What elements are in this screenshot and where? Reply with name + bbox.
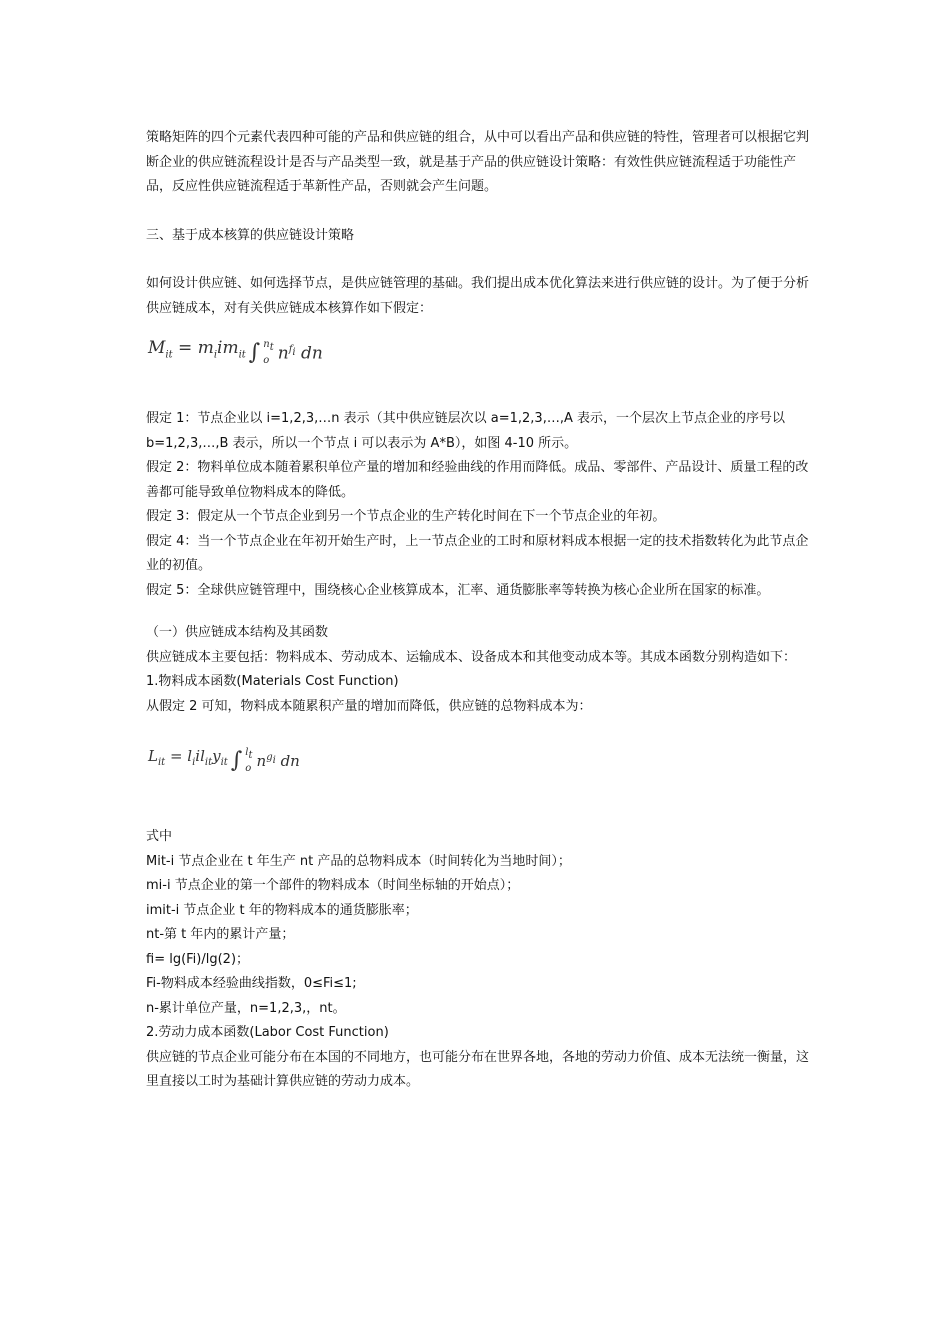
formula-labor-cost-image: $L_{it} = l_iil_{it}y_{it}$ ∫ $l_t$ o $n^{g_i}$ dn (148, 746, 300, 774)
assumption-2: 假定 2：物料单位成本随着累积单位产量的增加和经验曲线的作用而降低。成品、零部件、产品设计、质量工程的改善都可能导致单位物料成本的降低。 (146, 460, 809, 500)
assumption-4: 假定 4：当一个节点企业在年初开始生产时，上一节点企业的工时和原材料成本根据一定的技术指数转化为此节点企业的初值。 (146, 533, 809, 573)
definition-nt: nt-第 t 年内的累计产量； (146, 927, 295, 942)
subsection-heading-1: （一）供应链成本结构及其函数 (146, 625, 329, 640)
where-label: 式中 (146, 829, 173, 844)
definition-Fi: Fi-物料成本经验曲线指数，0≤Fi≤1; (146, 976, 357, 991)
paragraph-strategy-matrix: 策略矩阵的四个元素代表四种可能的产品和供应链的组合，从中可以看出产品和供应链的特性，管理者可以根据它判断企业的供应链流程设计是否与产品类型一致，就是基于产品的供应链设计策略：有效性供应链流程适于功能性产品，反应性供应链流程适于革新性产品，否则就会产生问题。 (146, 130, 810, 194)
definition-imit: imit-i 节点企业 t 年的物料成本的通货膨胀率； (146, 902, 418, 918)
paragraph-material-cost: 从假定 2 可知，物料成本随累积产量的增加而降低，供应链的总物料成本为： (146, 698, 592, 714)
assumption-5: 假定 5：全球供应链管理中，围绕核心企业核算成本，汇率、通货膨胀率等转换为核心企业所在国家的标准。 (146, 582, 770, 598)
paragraph-design-intro: 如何设计供应链、如何选择节点，是供应链管理的基础。我们提出成本优化算法来进行供应链的设计。为了便于分析供应链成本，对有关供应链成本核算作如下假定： (146, 276, 810, 316)
paragraph-cost-structure: 供应链成本主要包括：物料成本、劳动成本、运输成本、设备成本和其他变动成本等。其成本函数分别构造如下： (146, 649, 797, 665)
definition-n: n-累计单位产量，n=1,2,3,，nt。 (146, 1000, 346, 1016)
heading-labor-cost: 2.劳动力成本函数(Labor Cost Function) (146, 1025, 389, 1040)
document-body (146, 126, 810, 1095)
assumption-1: 假定 1：节点企业以 i=1,2,3,…n 表示（其中供应链层次以 a=1,2,3,…,A 表示，一个层次上节点企业的序号以 b=1,2,3,…,B 表示，所以一个节点 i 可以表示为 A*B），如图 4-10 所示。 (146, 411, 785, 451)
heading-material-cost: 1.物料成本函数(Materials Cost Function) (146, 674, 399, 689)
definition-mit: Mit-i 节点企业在 t 年生产 nt 产品的总物料成本（时间转化为当地时间）； (146, 853, 571, 869)
paragraph-labor-cost: 供应链的节点企业可能分布在本国的不同地方，也可能分布在世界各地，各地的劳动力价值、成本无法统一衡量，这里直接以工时为基础计算供应链的劳动力成本。 (146, 1049, 810, 1089)
section-heading-3: 三、基于成本核算的供应链设计策略 (146, 227, 355, 243)
formula-material-cost-image: $M_{it} = m_iim_{it}$ ∫ $n_t$ o $n^{f_i}$ dn (148, 338, 323, 366)
definition-fi: fi= lg(Fi)/lg(2)； (146, 951, 250, 967)
definition-mi: mi-i 节点企业的第一个部件的物料成本（时间坐标轴的开始点）； (146, 878, 520, 893)
assumption-3: 假定 3：假定从一个节点企业到另一个节点企业的生产转化时间在下一个节点企业的年初。 (146, 509, 666, 524)
